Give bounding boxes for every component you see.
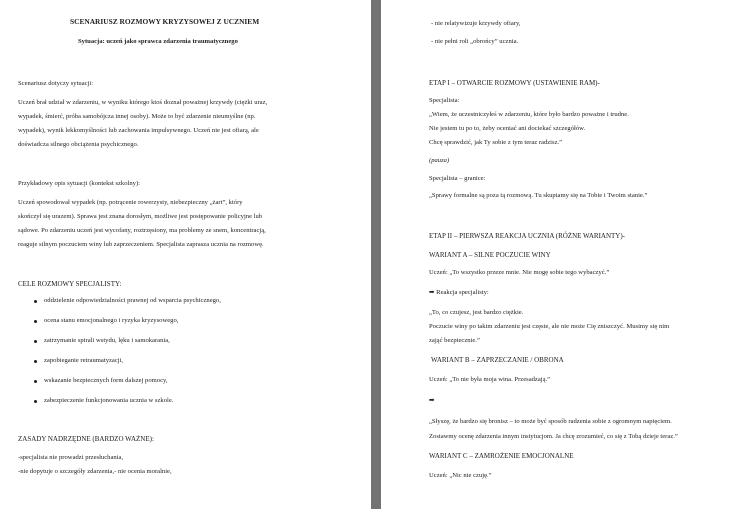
quote-line: „To, co czujesz, jest bardzo ciężkie. <box>429 309 524 316</box>
list-item: zatrzymanie spirali wstydu, lęku i samokarania, <box>44 337 170 345</box>
bullet-icon <box>34 300 37 303</box>
paragraph-line: -specjalista nie prowadzi przesłuchania, <box>18 454 124 461</box>
bullet-icon <box>34 360 37 363</box>
section-heading-rules: ZASADY NADRZĘDNE (BARDZO WAŻNE): <box>18 435 154 443</box>
document-page-right <box>381 0 750 509</box>
paragraph-line: Uczeń brał udział w zdarzeniu, w wyniku którego ktoś doznał poważnej krzywdy (ciężki uraz, <box>18 99 268 106</box>
quote-line: Zostawmy ocenę zdarzenia innym instytucjom. Ja chcę zrozumieć, co się z Tobą dzieje teraz.” <box>429 433 678 440</box>
paragraph-line: doświadcza silnego obciążenia psychicznego. <box>18 141 139 148</box>
paragraph-line: Uczeń spowodował wypadek (np. potrącenie rowerzysty, niebezpieczny „żart”, który <box>18 199 243 206</box>
quote-line: „Wiem, że uczestniczyłeś w zdarzeniu, które było bardzo poważne i trudne. <box>429 111 629 118</box>
paragraph-line: -nie dopytuje o szczegóły zdarzenia,- nie ocenia moralnie, <box>18 468 172 475</box>
list-item: oddzielenie odpowiedzialności prawnej od wsparcia psychicznego, <box>44 297 221 305</box>
section-heading-goals: CELE ROZMOWY SPECJALISTY: <box>18 280 122 288</box>
paragraph-line: - nie relatywizuje krzywdy ofiary, <box>431 20 521 27</box>
paragraph-line: wypadek), wynik lekkomyślności lub zachowania impulsywnego. Uczeń nie jest ofiarą, ale <box>18 127 259 134</box>
reaction-label: ➡ Reakcja specjalisty: <box>429 289 489 296</box>
quote-line: Poczucie winy po takim zdarzeniu jest częste, ale nie może Cię zniszczyć. Musimy się nim <box>429 323 670 330</box>
list-item: wskazanie bezpiecznych form dalszej pomocy, <box>44 377 168 385</box>
paragraph-line: - nie pełni roli „obrońcy” ucznia. <box>431 38 519 45</box>
arrow-icon: ➡ <box>429 397 435 404</box>
bullet-icon <box>34 320 37 323</box>
list-item: ocena stanu emocjonalnego i ryzyka kryzysowego, <box>44 317 178 325</box>
quote-line: zająć bezpiecznie.” <box>429 337 480 344</box>
speaker-label: Specjalista: <box>429 97 460 104</box>
student-line: Uczeń: „Nic nie czuję.” <box>429 472 492 479</box>
section-heading-stage-1: ETAP I – OTWARCIE ROZMOWY (USTAWIENIE RAM)- <box>429 79 600 87</box>
variant-b-title: WARIANT B – ZAPRZECZANIE / OBRONA <box>431 356 564 364</box>
bullet-icon <box>34 380 37 383</box>
paragraph-line: reaguje silnym poczuciem winy lub zaprzeczeniem. Specjalista zaprasza ucznia na rozmowę. <box>18 241 264 248</box>
bullet-icon <box>34 340 37 343</box>
list-item: zapobieganie retraumatyzacji, <box>44 357 123 365</box>
document-subtitle: Sytuacja: uczeń jako sprawca zdarzenia traumatycznego <box>78 38 238 45</box>
section-heading-context: Przykładowy opis sytuacji (kontekst szkolny): <box>18 180 140 187</box>
paragraph-line: skończył się urazem). Sprawa jest znana dorosłym, możliwe jest postępowanie policyjne lub <box>18 213 263 220</box>
section-heading-situation: Scenariusz dotyczy sytuacji: <box>18 80 94 87</box>
list-item: zabezpieczenie funkcjonowania ucznia w szkole. <box>44 397 173 405</box>
quote-line: Chcę sprawdzić, jak Ty sobie z tym teraz radzisz.” <box>429 139 563 146</box>
page-gutter <box>371 0 381 509</box>
paragraph-line: wypadek, śmierć, próba samobójcza innej osoby). Może to być zdarzenie nieumyślne (np. <box>18 113 256 120</box>
bullet-icon <box>34 400 37 403</box>
variant-c-title: WARIANT C – ZAMROŻENIE EMOCJONALNE <box>429 452 574 460</box>
document-title: SCENARIUSZ ROZMOWY KRYZYSOWEJ Z UCZNIEM <box>70 17 260 26</box>
pause-note: (pauza) <box>429 157 450 164</box>
document-page-left <box>0 0 371 509</box>
paragraph-line: sądowe. Po zdarzeniu uczeń jest wycofany, roztrzęsiony, ma problemy ze snem, koncentracją, <box>18 227 266 234</box>
variant-a-title: WARIANT A – SILNE POCZUCIE WINY <box>429 251 551 259</box>
section-heading-stage-2: ETAP II – PIERWSZA REAKCJA UCZNIA (RÓŻNE WARIANTY)- <box>429 232 626 240</box>
quote-line: „Słyszę, że bardzo się bronisz – to może być sposób radzenia sobie z ogromnym napięciem. <box>429 418 672 425</box>
quote-line: Nie jestem tu po to, żeby oceniać ani dociekać szczegółów. <box>429 125 586 132</box>
student-line: Uczeń: „To wszystko przeze mnie. Nie mogę sobie tego wybaczyć.” <box>429 269 610 276</box>
student-line: Uczeń: „To nie była moja wina. Przesadzają.” <box>429 376 551 383</box>
quote-line: „Sprawy formalne są poza tą rozmową. Tu skupiamy się na Tobie i Twoim stanie.” <box>429 192 648 199</box>
speaker-label: Specjalista – granice: <box>429 175 486 182</box>
